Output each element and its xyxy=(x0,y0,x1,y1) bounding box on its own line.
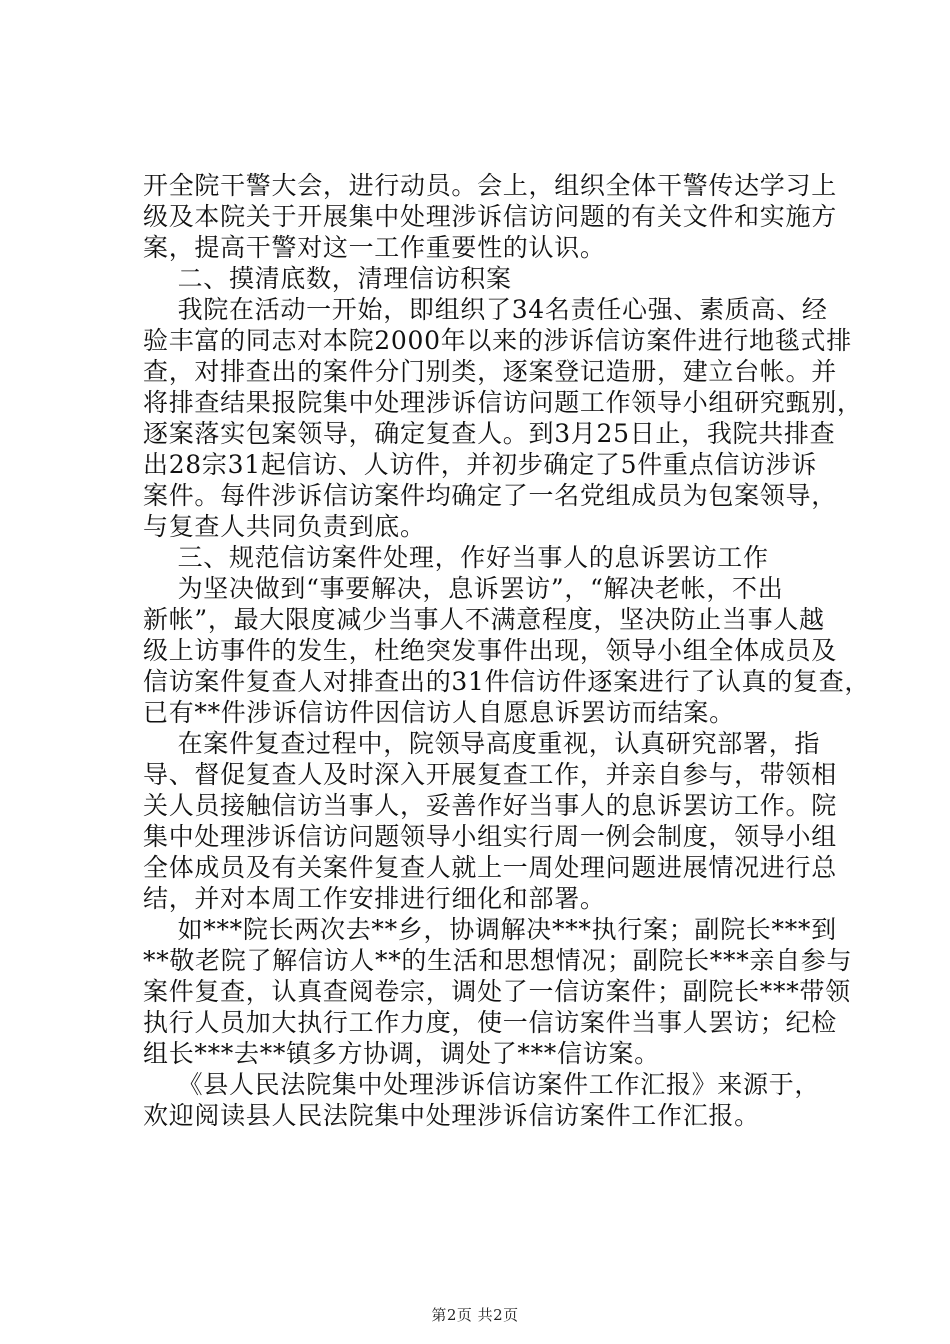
text-line: 验丰富的同志对本院2000年以来的涉诉信访案件进行地毯式排 xyxy=(143,326,852,355)
page-number-footer: 第2页 共2页 xyxy=(431,1306,519,1324)
text-line: 执行人员加大执行工作力度，使一信访案件当事人罢访；纪检 xyxy=(143,1008,837,1037)
text-line: 出28宗31起信访、人访件，并初步确定了5件重点信访涉诉 xyxy=(143,450,818,479)
text-line: 为坚决做到“事要解决，息诉罢访”，“解决老帐，不出 xyxy=(143,574,784,603)
text-line: **敬老院了解信访人**的生活和思想情况；副院长***亲自参与 xyxy=(143,946,853,975)
text-line: 欢迎阅读县人民法院集中处理涉诉信访案件工作汇报。 xyxy=(143,1101,760,1130)
section-heading: 三、规范信访案件处理，作好当事人的息诉罢访工作 xyxy=(143,543,769,572)
text-line: 关人员接触信访当事人，妥善作好当事人的息诉罢访工作。院 xyxy=(143,791,837,820)
text-line: 集中处理涉诉信访问题领导小组实行周一例会制度，领导小组 xyxy=(143,822,837,851)
text-line: 开全院干警大会，进行动员。会上，组织全体干警传达学习上 xyxy=(143,171,837,200)
text-line: 结，并对本周工作安排进行细化和部署。 xyxy=(143,884,606,913)
text-line: 将排查结果报院集中处理涉诉信访问题工作领导小组研究甄别， xyxy=(143,388,863,417)
text-line: 如***院长两次去**乡，协调解决***执行案；副院长***到 xyxy=(143,915,837,944)
text-line: 导、督促复查人及时深入开展复查工作，并亲自参与，带领相 xyxy=(143,760,837,789)
text-line: 全体成员及有关案件复查人就上一周处理问题进展情况进行总 xyxy=(143,853,837,882)
text-line: 与复查人共同负责到底。 xyxy=(143,512,426,541)
text-line: 案件复查，认真查阅卷宗，调处了一信访案件；副院长***带领 xyxy=(143,977,851,1006)
text-line: 查，对排查出的案件分门别类，逐案登记造册，建立台帐。并 xyxy=(143,357,837,386)
text-line: 信访案件复查人对排查出的31件信访件逐案进行了认真的复查， xyxy=(143,667,871,696)
section-heading: 二、摸清底数，清理信访积案 xyxy=(143,264,512,293)
text-line: 新帐”，最大限度减少当事人不满意程度，坚决防止当事人越 xyxy=(143,605,825,634)
text-line: 已有**件涉诉信访件因信访人自愿息诉罢访而结案。 xyxy=(143,698,735,727)
text-line: 案件。每件涉诉信访案件均确定了一名党组成员为包案领导， xyxy=(143,481,837,510)
document-body xyxy=(143,170,871,1131)
text-line: 我院在活动一开始，即组织了34名责任心强、素质高、经 xyxy=(143,295,828,324)
text-line: 级上访事件的发生，杜绝突发事件出现，领导小组全体成员及 xyxy=(143,636,837,665)
text-line: 在案件复查过程中，院领导高度重视，认真研究部署，指 xyxy=(143,729,821,758)
text-line: 级及本院关于开展集中处理涉诉信访问题的有关文件和实施方 xyxy=(143,202,837,231)
text-line: 组长***去**镇多方协调，调处了***信访案。 xyxy=(143,1039,660,1068)
text-line: 逐案落实包案领导，确定复查人。到3月25日止，我院共排查 xyxy=(143,419,836,448)
text-line: 《县人民法院集中处理涉诉信访案件工作汇报》来源于， xyxy=(143,1070,821,1099)
text-line: 案，提高干警对这一工作重要性的认识。 xyxy=(143,233,606,262)
